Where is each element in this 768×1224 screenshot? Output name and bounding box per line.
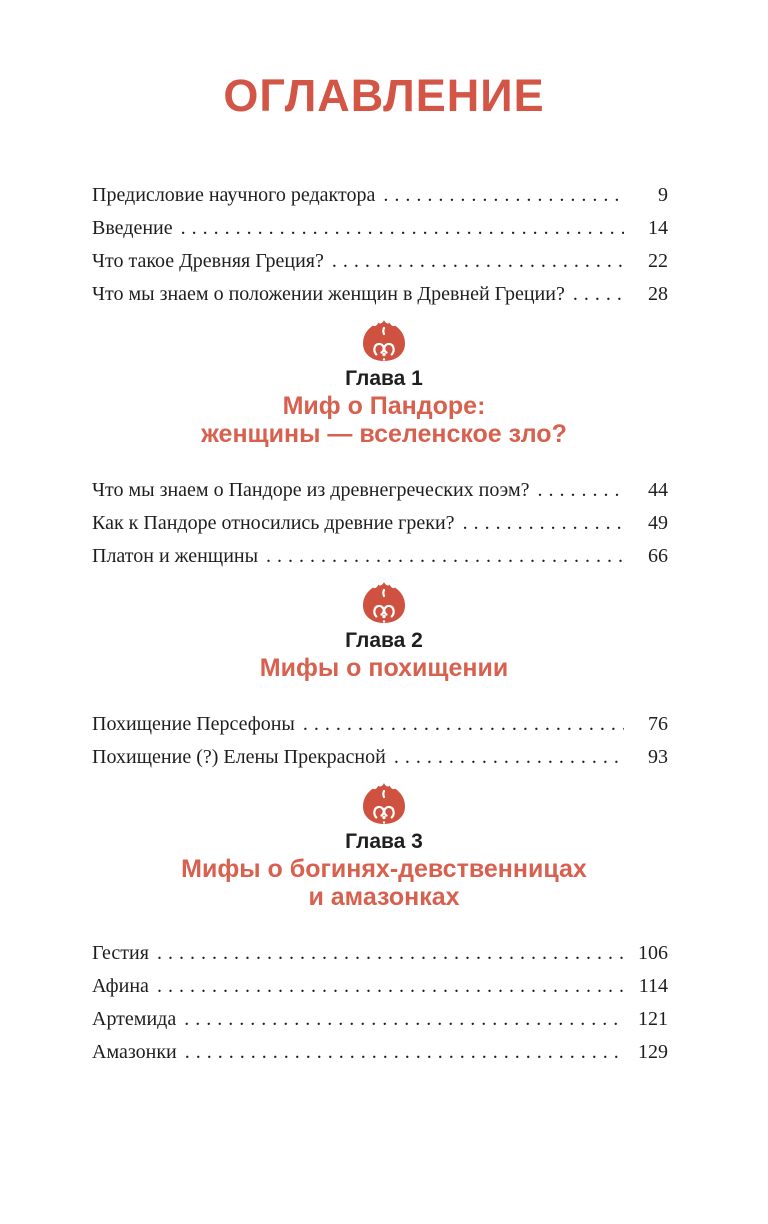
chapters-container xyxy=(0,319,768,1069)
toc-entry-row xyxy=(92,970,668,1003)
toc-entry-title: Что такое Древняя Греция? xyxy=(92,250,324,273)
toc-entry-row xyxy=(92,179,668,212)
flame-pomegranate-ornament-icon xyxy=(361,319,407,363)
toc-entry-row xyxy=(92,741,668,774)
dot-leader xyxy=(157,970,624,1003)
toc-entry-row xyxy=(92,245,668,278)
dot-leader xyxy=(463,507,624,540)
chapter-title xyxy=(0,392,768,448)
chapter-title-line: Миф о Пандоре: xyxy=(282,392,486,421)
toc-entry-title: Гестия xyxy=(92,942,149,965)
toc-entry-row xyxy=(92,212,668,245)
flame-pomegranate-ornament-icon xyxy=(361,782,407,826)
dot-leader xyxy=(332,245,624,278)
toc-entry-title: Предисловие научного редактора xyxy=(92,184,376,207)
toc-entry-page-number: 76 xyxy=(648,713,668,736)
dot-leader xyxy=(185,1036,624,1069)
toc-entry-page-number: 9 xyxy=(658,184,668,207)
toc-entry-page-number: 44 xyxy=(648,479,668,502)
toc-entry-title: Что мы знаем о положении женщин в Древней Греции? xyxy=(92,283,565,306)
toc-entry-title: Артемида xyxy=(92,1008,177,1031)
chapter-title xyxy=(0,855,768,911)
dot-leader xyxy=(303,708,624,741)
toc-entry-row xyxy=(92,937,668,970)
toc-page xyxy=(0,72,768,1224)
toc-entry-page-number: 93 xyxy=(648,746,668,769)
toc-entry-row xyxy=(92,1036,668,1069)
toc-entry-title: Что мы знаем о Пандоре из древнегреческих поэм? xyxy=(92,479,530,502)
toc-entry-row xyxy=(92,278,668,311)
toc-entry-page-number: 129 xyxy=(638,1041,668,1064)
chapter-label: Глава 1 xyxy=(345,367,423,391)
flame-pomegranate-ornament-icon xyxy=(361,581,407,625)
toc-entry-page-number: 28 xyxy=(648,283,668,306)
chapter-label: Глава 2 xyxy=(345,629,423,653)
chapter-section xyxy=(0,319,768,573)
toc-entry-row xyxy=(92,474,668,507)
toc-entry-row xyxy=(92,708,668,741)
toc-entry-row xyxy=(92,1003,668,1036)
chapter-section xyxy=(0,782,768,1069)
toc-entry-page-number: 66 xyxy=(648,545,668,568)
dot-leader xyxy=(383,179,624,212)
toc-entry-title: Похищение (?) Елены Прекрасной xyxy=(92,746,386,769)
chapter-entries-list xyxy=(92,474,668,573)
dot-leader xyxy=(538,474,624,507)
chapter-title-line: женщины — вселенское зло? xyxy=(201,420,567,449)
toc-entry-page-number: 106 xyxy=(638,942,668,965)
toc-entry-page-number: 49 xyxy=(648,512,668,535)
chapter-label: Глава 3 xyxy=(345,830,423,854)
toc-entry-row xyxy=(92,507,668,540)
chapter-entries-list xyxy=(92,937,668,1069)
chapter-title-line: Мифы о богинях-девственницах xyxy=(181,855,587,884)
chapter-title-line: Мифы о похищении xyxy=(259,654,509,683)
dot-leader xyxy=(266,540,624,573)
toc-entry-page-number: 121 xyxy=(638,1008,668,1031)
toc-entry-title: Платон и женщины xyxy=(92,545,259,568)
toc-entry-page-number: 22 xyxy=(648,250,668,273)
chapter-title-line: и амазонках xyxy=(308,883,460,912)
front-matter-list xyxy=(92,179,668,311)
toc-entry-title: Похищение Персефоны xyxy=(92,713,295,736)
dot-leader xyxy=(157,937,624,970)
dot-leader xyxy=(184,1003,624,1036)
dot-leader xyxy=(573,278,624,311)
toc-entry-page-number: 14 xyxy=(648,217,668,240)
chapter-entries-list xyxy=(92,708,668,774)
toc-entry-page-number: 114 xyxy=(638,975,668,998)
toc-entry-row xyxy=(92,540,668,573)
page-title: ОГЛАВЛЕНИЕ xyxy=(223,70,545,121)
toc-entry-title: Введение xyxy=(92,217,173,240)
dot-leader xyxy=(394,741,624,774)
toc-entry-title: Афина xyxy=(92,975,149,998)
chapter-title xyxy=(0,654,768,682)
toc-entry-title: Амазонки xyxy=(92,1041,177,1064)
toc-entry-title: Как к Пандоре относились древние греки? xyxy=(92,512,455,535)
dot-leader xyxy=(181,212,624,245)
chapter-section xyxy=(0,581,768,774)
